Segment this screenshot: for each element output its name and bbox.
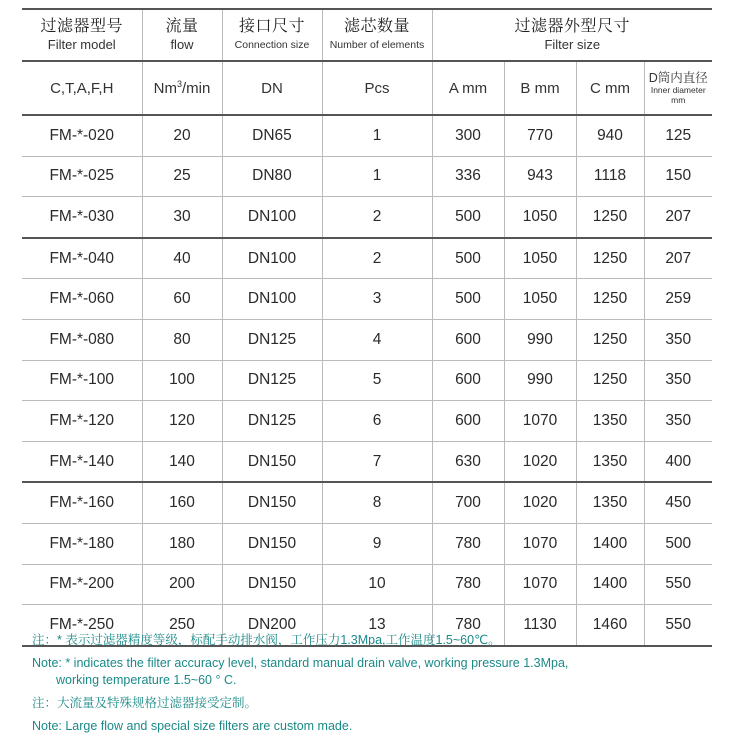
cell-model: FM-*-100 bbox=[22, 360, 142, 401]
cell-elements: 3 bbox=[322, 279, 432, 320]
cell-size-a: 300 bbox=[432, 115, 504, 156]
table-row bbox=[22, 319, 712, 360]
header-connection: 接口尺寸 Connection size bbox=[222, 9, 322, 61]
cell-flow: 120 bbox=[142, 401, 222, 442]
cell-flow: 140 bbox=[142, 441, 222, 482]
cell-size-d: 150 bbox=[644, 156, 712, 197]
cell-size-c: 1118 bbox=[576, 156, 644, 197]
cell-size-d: 259 bbox=[644, 279, 712, 320]
cell-size-a: 600 bbox=[432, 360, 504, 401]
cell-flow: 100 bbox=[142, 360, 222, 401]
cell-size-a: 500 bbox=[432, 197, 504, 238]
cell-size-d: 207 bbox=[644, 197, 712, 238]
cell-model: FM-*-030 bbox=[22, 197, 142, 238]
cell-size-b: 990 bbox=[504, 319, 576, 360]
cell-size-b: 1130 bbox=[504, 605, 576, 646]
cell-size-a: 780 bbox=[432, 564, 504, 605]
table-row bbox=[22, 360, 712, 401]
unit-conn: DN bbox=[222, 61, 322, 115]
table-row bbox=[22, 482, 712, 523]
cell-size-b: 1020 bbox=[504, 441, 576, 482]
cell-model: FM-*-140 bbox=[22, 441, 142, 482]
cell-model: FM-*-250 bbox=[22, 605, 142, 646]
cell-elements: 8 bbox=[322, 482, 432, 523]
table-row bbox=[22, 401, 712, 442]
cell-size-a: 630 bbox=[432, 441, 504, 482]
unit-row bbox=[22, 61, 712, 115]
table-row bbox=[22, 197, 712, 238]
cell-size-c: 1350 bbox=[576, 482, 644, 523]
cell-size-a: 500 bbox=[432, 238, 504, 279]
cell-connection: DN150 bbox=[222, 441, 322, 482]
note-cn-2: 注：大流量及特殊规格过滤器接受定制。 bbox=[32, 696, 258, 710]
cell-flow: 30 bbox=[142, 197, 222, 238]
table-row bbox=[22, 279, 712, 320]
cell-size-b: 1070 bbox=[504, 523, 576, 564]
cell-flow: 25 bbox=[142, 156, 222, 197]
cell-size-a: 780 bbox=[432, 523, 504, 564]
cell-elements: 6 bbox=[322, 401, 432, 442]
unit-model: C,T,A,F,H bbox=[22, 61, 142, 115]
unit-c: C mm bbox=[576, 61, 644, 115]
cell-size-c: 1250 bbox=[576, 360, 644, 401]
cell-elements: 13 bbox=[322, 605, 432, 646]
cell-connection: DN125 bbox=[222, 360, 322, 401]
cell-size-b: 1070 bbox=[504, 564, 576, 605]
unit-d: D筒内直径 Inner diameter mm bbox=[644, 61, 712, 115]
cell-size-c: 1400 bbox=[576, 564, 644, 605]
cell-size-b: 943 bbox=[504, 156, 576, 197]
cell-size-d: 500 bbox=[644, 523, 712, 564]
cell-model: FM-*-120 bbox=[22, 401, 142, 442]
cell-connection: DN125 bbox=[222, 319, 322, 360]
note-cn-1: 注：* 表示过滤器精度等级，标配手动排水阀，工作压力1.3Mpa,工作温度1.5~60℃。 bbox=[32, 633, 501, 647]
cell-connection: DN125 bbox=[222, 401, 322, 442]
cell-size-c: 1250 bbox=[576, 197, 644, 238]
cell-size-d: 450 bbox=[644, 482, 712, 523]
cell-connection: DN150 bbox=[222, 523, 322, 564]
cell-size-d: 125 bbox=[644, 115, 712, 156]
cell-size-c: 1250 bbox=[576, 319, 644, 360]
cell-size-c: 1460 bbox=[576, 605, 644, 646]
cell-size-a: 500 bbox=[432, 279, 504, 320]
cell-size-d: 550 bbox=[644, 605, 712, 646]
cell-size-b: 990 bbox=[504, 360, 576, 401]
notes-section bbox=[32, 632, 722, 735]
cell-size-c: 1250 bbox=[576, 279, 644, 320]
cell-flow: 60 bbox=[142, 279, 222, 320]
cell-size-c: 1250 bbox=[576, 238, 644, 279]
cell-connection: DN100 bbox=[222, 279, 322, 320]
cell-model: FM-*-025 bbox=[22, 156, 142, 197]
header-model: 过滤器型号 Filter model bbox=[22, 9, 142, 61]
cell-elements: 10 bbox=[322, 564, 432, 605]
spec-table-wrapper bbox=[22, 8, 712, 647]
cell-elements: 7 bbox=[322, 441, 432, 482]
cell-size-b: 1020 bbox=[504, 482, 576, 523]
cell-size-d: 350 bbox=[644, 360, 712, 401]
table-row bbox=[22, 441, 712, 482]
cell-size-d: 350 bbox=[644, 319, 712, 360]
cell-model: FM-*-200 bbox=[22, 564, 142, 605]
table-row bbox=[22, 564, 712, 605]
unit-elem: Pcs bbox=[322, 61, 432, 115]
cell-connection: DN100 bbox=[222, 238, 322, 279]
cell-size-b: 1070 bbox=[504, 401, 576, 442]
cell-size-a: 780 bbox=[432, 605, 504, 646]
cell-size-c: 1400 bbox=[576, 523, 644, 564]
cell-connection: DN80 bbox=[222, 156, 322, 197]
table-row bbox=[22, 156, 712, 197]
cell-size-d: 207 bbox=[644, 238, 712, 279]
cell-elements: 1 bbox=[322, 115, 432, 156]
header-flow: 流量 flow bbox=[142, 9, 222, 61]
cell-flow: 80 bbox=[142, 319, 222, 360]
cell-flow: 200 bbox=[142, 564, 222, 605]
cell-connection: DN100 bbox=[222, 197, 322, 238]
cell-size-c: 940 bbox=[576, 115, 644, 156]
cell-elements: 5 bbox=[322, 360, 432, 401]
cell-size-d: 350 bbox=[644, 401, 712, 442]
header-elements: 滤芯数量 Number of elements bbox=[322, 9, 432, 61]
note-en-2: Note: Large flow and special size filters are custom made. bbox=[32, 719, 353, 733]
cell-connection: DN200 bbox=[222, 605, 322, 646]
cell-model: FM-*-160 bbox=[22, 482, 142, 523]
cell-size-a: 600 bbox=[432, 401, 504, 442]
cell-model: FM-*-180 bbox=[22, 523, 142, 564]
cell-size-b: 1050 bbox=[504, 238, 576, 279]
unit-b: B mm bbox=[504, 61, 576, 115]
cell-elements: 4 bbox=[322, 319, 432, 360]
cell-flow: 160 bbox=[142, 482, 222, 523]
cell-connection: DN150 bbox=[222, 564, 322, 605]
header-filter-size: 过滤器外型尺寸 Filter size bbox=[432, 9, 712, 61]
cell-flow: 180 bbox=[142, 523, 222, 564]
cell-elements: 9 bbox=[322, 523, 432, 564]
cell-size-c: 1350 bbox=[576, 401, 644, 442]
filter-spec-table bbox=[22, 8, 712, 647]
cell-flow: 20 bbox=[142, 115, 222, 156]
cell-connection: DN150 bbox=[222, 482, 322, 523]
cell-elements: 2 bbox=[322, 197, 432, 238]
table-row bbox=[22, 115, 712, 156]
cell-size-b: 1050 bbox=[504, 279, 576, 320]
unit-a: A mm bbox=[432, 61, 504, 115]
cell-elements: 2 bbox=[322, 238, 432, 279]
table-row bbox=[22, 523, 712, 564]
cell-connection: DN65 bbox=[222, 115, 322, 156]
cell-size-a: 600 bbox=[432, 319, 504, 360]
cell-size-d: 550 bbox=[644, 564, 712, 605]
cell-model: FM-*-040 bbox=[22, 238, 142, 279]
cell-model: FM-*-060 bbox=[22, 279, 142, 320]
cell-size-a: 336 bbox=[432, 156, 504, 197]
cell-size-d: 400 bbox=[644, 441, 712, 482]
cell-size-a: 700 bbox=[432, 482, 504, 523]
note-en-1-cont: working temperature 1.5~60 ° C. bbox=[56, 673, 237, 687]
cell-size-b: 1050 bbox=[504, 197, 576, 238]
unit-flow: Nm$^3$/min bbox=[142, 61, 222, 115]
cell-size-c: 1350 bbox=[576, 441, 644, 482]
header-row bbox=[22, 9, 712, 61]
cell-model: FM-*-020 bbox=[22, 115, 142, 156]
cell-flow: 250 bbox=[142, 605, 222, 646]
note-en-1: Note: * indicates the filter accuracy level, standard manual drain valve, working pressure 1.3Mpa, bbox=[32, 656, 569, 670]
cell-elements: 1 bbox=[322, 156, 432, 197]
cell-model: FM-*-080 bbox=[22, 319, 142, 360]
table-row bbox=[22, 238, 712, 279]
cell-size-b: 770 bbox=[504, 115, 576, 156]
cell-flow: 40 bbox=[142, 238, 222, 279]
